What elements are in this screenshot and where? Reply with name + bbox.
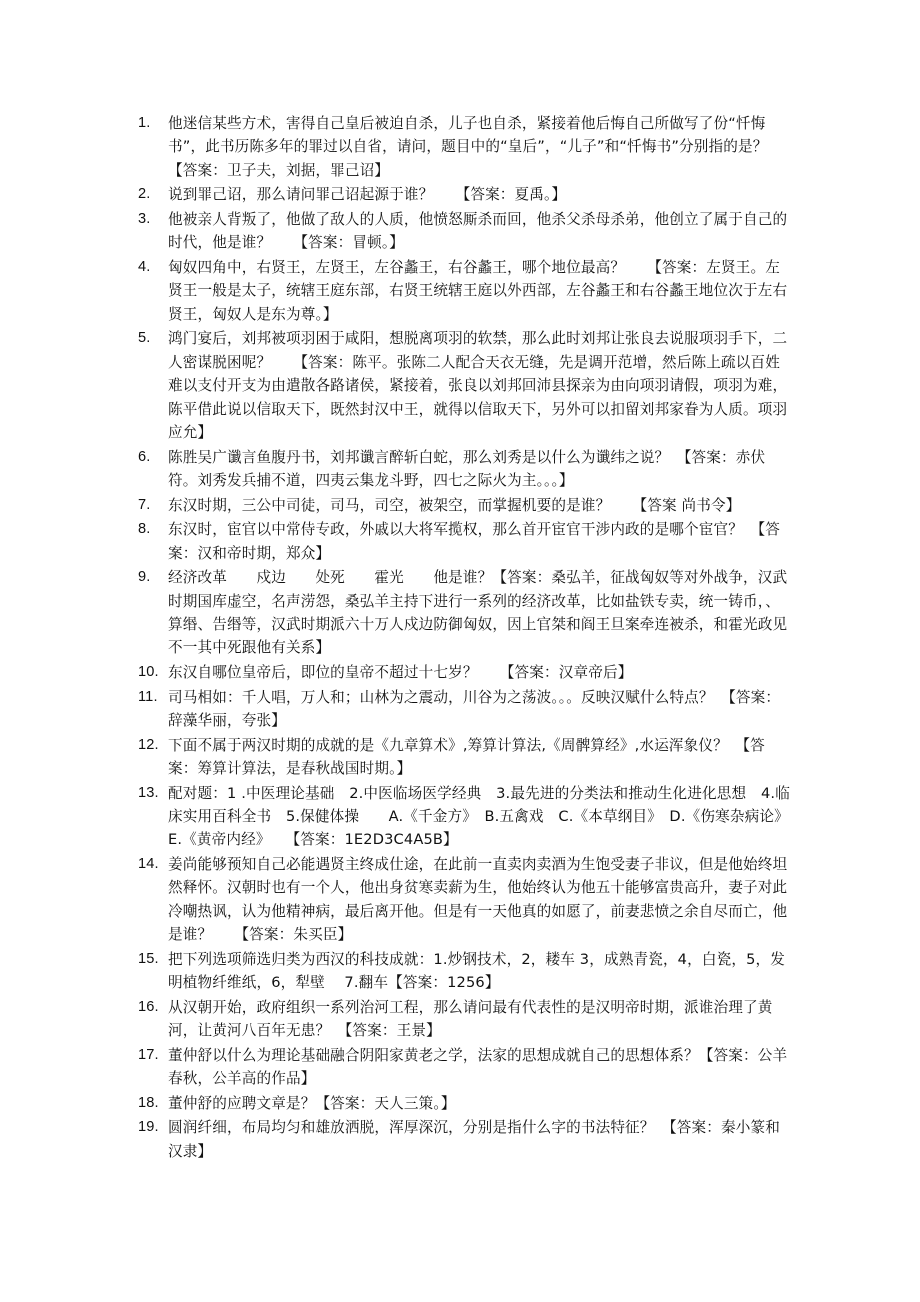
item-text: 董仲舒以什么为理论基础融合阴阳家黄老之学，法家的思想成就自己的思想体系？【答案：公羊春秋，公羊高的作品】 (168, 1046, 788, 1088)
list-item (138, 853, 792, 947)
item-number: 14. (138, 856, 159, 873)
item-number: 3. (138, 211, 151, 227)
item-text: 东汉自哪位皇帝后，即位的皇帝不超过十七岁？ 【答案：汉章帝后】 (168, 664, 633, 682)
list-item (138, 566, 792, 660)
list-item (138, 1116, 792, 1163)
list-item (138, 256, 792, 326)
list-item (138, 782, 797, 852)
item-number: 6. (138, 448, 151, 465)
item-text: 说到罪己诏，那么请问罪己诏起源于谁？ 【答案：夏禹。】 (168, 186, 567, 204)
list-item (138, 518, 792, 565)
list-item (138, 446, 792, 493)
question-list (0, 112, 920, 1163)
item-number: 11. (138, 688, 158, 705)
item-text: 配对题：1 .中医理论基础 2.中医临场医学经典 3.最先进的分类法和推动生化进化思想 4.临床实用百科全书 5.保健体操 A.《千金方》 B.五禽戏 C.《本草纲目》 D.《伤寒杂病论》 E.《黄帝内经》 【答案：1E2D3C4A5B】 (168, 784, 797, 849)
item-number: 16. (138, 998, 159, 1015)
item-text: 他迷信某些方术，害得自己皇后被迫自杀，儿子也自杀，紧接着他后悔自己所做写了份“忏悔书”，此书历陈多年的罪过以自省，请问，题目中的“皇后”，“儿子”和“忏悔书”分别指的是？ 【答案：卫子夫，刘据，罪己诏】 (168, 115, 797, 179)
item-text: 姜尚能够预知自己必能遇贤主终成仕途，在此前一直卖肉卖酒为生饱受妻子非议，但是他始终坦然释怀。汉朝时也有一个人，他出身贫寒卖薪为生，他始终认为他五十能够富贵高升，妻子对此冷嘲热讽，认为他精神病，最后离开他。但是有一天他真的如愿了，前妻悲愤之余自尽而亡，他是谁？ 【答案：朱买臣】 (168, 856, 788, 944)
item-text: 鸿门宴后，刘邦被项羽困于咸阳，想脱离项羽的软禁，那么此时刘邦让张良去说服项羽手下，二人密谋脱困呢？ 【答案：陈平。张陈二人配合天衣无缝，先是调开范增，然后陈上疏以百姓难以支付开支为由遣散各路诸侯，紧接着，张良以刘邦回沛县探亲为由向项羽请假，项羽为难，陈平借此说以信取天下，既然封汉中王，就得以信取天下，另外可以扣留刘邦家眷为人质。项羽应允】 (168, 330, 788, 442)
item-text: 董仲舒的应聘文章是？【答案：天人三策。】 (168, 1094, 456, 1112)
item-number: 9. (138, 569, 151, 586)
list-item (138, 112, 797, 182)
list-item (138, 996, 792, 1043)
list-item (138, 661, 792, 684)
list-item (138, 948, 792, 995)
item-number: 13. (138, 784, 159, 801)
item-text: 下面不属于两汉时期的成就的是《九章算术》,筹算计算法,《周髀算经》,水运浑象仪？ 【答案：筹算计算法，是春秋战国时期。】 (168, 736, 765, 778)
item-number: 17. (138, 1046, 159, 1063)
item-text: 陈胜吴广谶言鱼腹丹书，刘邦谶言醉斩白蛇，那么刘秀是以什么为谶纬之说？ 【答案：赤伏符。刘秀发兵捕不道，四夷云集龙斗野，四七之际火为主。。。】 (168, 448, 766, 490)
item-number: 10. (138, 664, 159, 681)
item-number: 7. (138, 496, 151, 513)
item-number: 12. (138, 736, 159, 753)
list-item (138, 734, 792, 781)
item-text: 圆润纤细，布局均匀和雄放洒脱，浑厚深沉，分别是指什么字的书法特征？ 【答案：秦小篆和汉隶】 (168, 1119, 780, 1160)
list-item (138, 1092, 792, 1115)
item-text: 他被亲人背叛了，他做了敌人的人质，他愤怒厮杀而回，他杀父杀母杀弟，他创立了属于自己的时代，他是谁？ 【答案：冒顿。】 (168, 211, 788, 252)
item-text: 经济改革 戍边 处死 霍光 他是谁？【答案：桑弘羊，征战匈奴等对外战争，汉武时期国库虚空，名声涝怨，桑弘羊主持下进行一系列的经济改革，比如盐铁专卖，统一铸币，、算缗、告缗等，汉武时期派六十万人戍边防御匈奴，因上官桀和阎王旦案牵连被杀，和霍光政见不一其中死跟他有关系】 (168, 569, 788, 657)
item-number: 4. (138, 259, 151, 275)
item-text: 东汉时期，三公中司徒，司马，司空，被架空，而掌握机要的是谁？ 【答案 尚书令】 (168, 496, 741, 514)
list-item (138, 183, 792, 206)
item-text: 东汉时，宦官以中常侍专政，外戚以大将军揽权，那么首开宦官干涉内政的是哪个宦官？ 【答案：汉和帝时期，郑众】 (168, 521, 780, 562)
list-item (138, 327, 792, 444)
item-text: 匈奴四角中，右贤王，左贤王，左谷蠡王，右谷蠡王，哪个地位最高？ 【答案：左贤王。左贤王一般是太子，统辖王庭东部，右贤王统辖王庭以外西部，左谷蠡王和右谷蠡王地位次于左右贤王，匈奴人是东为尊。】 (168, 259, 788, 323)
item-number: 1. (138, 115, 151, 131)
item-number: 19. (138, 1119, 159, 1136)
item-number: 18. (138, 1094, 159, 1111)
item-number: 5. (138, 330, 151, 347)
list-item (138, 494, 792, 517)
item-number: 15. (138, 950, 159, 967)
item-number: 8. (138, 521, 151, 538)
item-text: 把下列选项筛选归类为西汉的科技成就：1.炒钢技术，2，耧车 3，成熟青瓷，4，白瓷，5，发明植物纤维纸，6，犁壁 7.翻车【答案：1256】 (168, 950, 786, 992)
item-text: 司马相如：千人唱，万人和；山林为之震动，川谷为之荡波。。。反映汉赋什么特点？ 【答案：辞藻华丽，夸张】 (168, 688, 781, 730)
list-item (138, 208, 792, 255)
item-number: 2. (138, 186, 151, 203)
list-item (138, 686, 792, 733)
item-text: 从汉朝开始，政府组织一系列治河工程，那么请问最有代表性的是汉明帝时期，派谁治理了黄河，让黄河八百年无患？ 【答案：王景】 (168, 998, 773, 1040)
list-item (138, 1044, 792, 1091)
